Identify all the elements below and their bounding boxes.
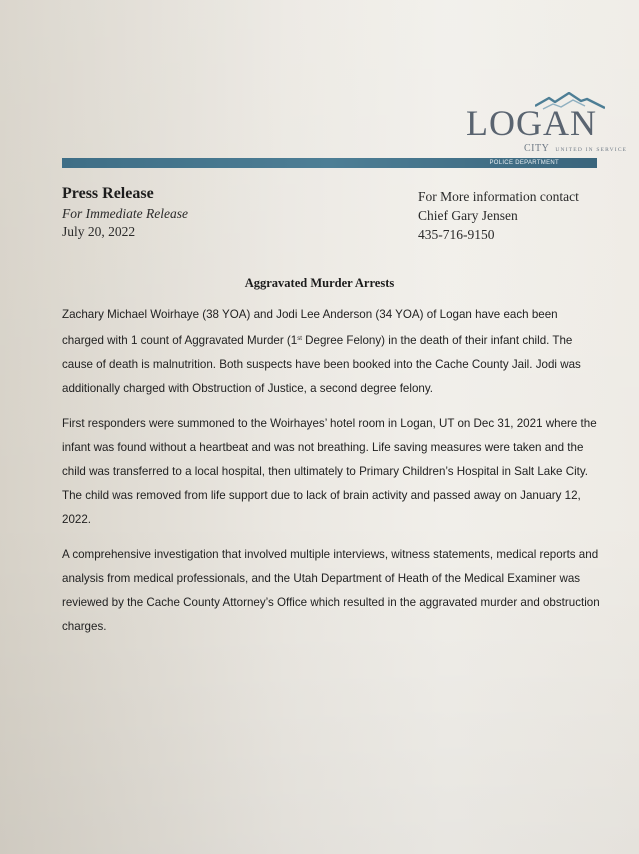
press-release-title: Press Release (62, 185, 154, 202)
logan-city-logo (440, 92, 628, 154)
logo-united-in-service: UNITED IN SERVICE (555, 147, 628, 153)
department-bar (62, 158, 597, 168)
headline: Aggravated Murder Arrests (244, 276, 395, 290)
paragraph-1 (62, 303, 602, 401)
paragraph-1-part-b: Degree Felony) in the death of their infant child. The cause of death is malnutrition. Both suspects have been booked into the Cache County Jail. Jodi was additionally charged with Obstruction of Justice, a second degree felony. (62, 334, 581, 395)
contact-heading: For More information contact (418, 189, 579, 204)
paragraph-1-part-a: Zachary Michael Woirhaye (38 YOA) and Jodi Lee Anderson (34 YOA) of Logan have each been charged with 1 count of Aggravated Murder (1 (62, 308, 558, 347)
release-date: July 20, 2022 (62, 224, 136, 239)
logo-tagline (524, 138, 627, 156)
paragraph-2: First responders were summoned to the Woirhayes’ hotel room in Logan, UT on Dec 31, 2021 where the infant was found without a heartbeat and was not breathing. Life saving measures were taken and the child was transferred to a local hospital, then ultimately to Primary Children’s Hospital in Salt Lake City. The child was removed from life support due to lack of brain activity and passed away on January 12, 2022. (62, 417, 597, 526)
contact-phone: 435-716-9150 (418, 227, 495, 242)
release-info (62, 184, 188, 241)
police-department-label: POLICE DEPARTMENT (489, 160, 559, 166)
immediate-release-label: For Immediate Release (62, 206, 188, 221)
ordinal-suffix: st (297, 336, 302, 342)
release-body (62, 303, 602, 650)
logo-city: CITY (524, 143, 550, 154)
contact-info (418, 187, 579, 244)
paragraph-3: A comprehensive investigation that involved multiple interviews, witness statements, medical reports and analysis from medical professionals, and the Utah Department of Heath of the Medical Examiner was reviewed by the Cache County Attorney’s Office which resulted in the aggravated murder and obstruction charges. (62, 548, 600, 633)
contact-name: Chief Gary Jensen (418, 208, 518, 223)
logo-wordmark: LOGAN (466, 103, 597, 143)
